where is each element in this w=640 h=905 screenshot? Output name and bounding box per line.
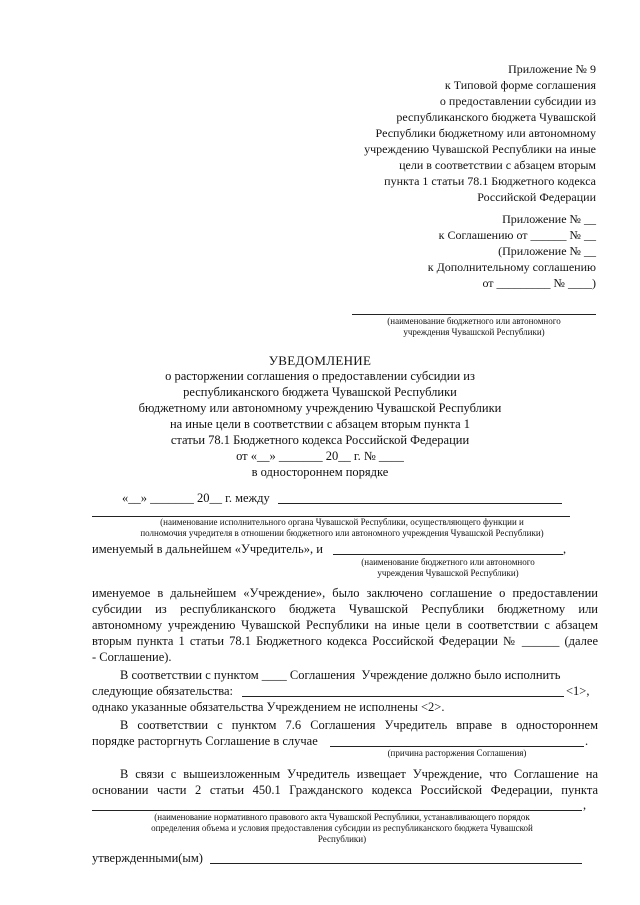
appendix-line: к Типовой форме соглашения xyxy=(444,78,596,92)
institution-name-line xyxy=(352,314,596,315)
para3-line1: В соответствии с пунктом 7.6 Соглашения Учредитель вправе в одностороннем xyxy=(120,718,598,732)
notice-line: республиканского бюджета Чувашской Республики xyxy=(183,385,457,399)
para1-line: субсидии из республиканского бюджета Чувашской Республики бюджетному или xyxy=(92,602,598,616)
agreement-line: (Приложение № __ xyxy=(498,244,596,258)
notice-line: статьи 78.1 Бюджетного кодекса Российской Федерации xyxy=(170,433,470,447)
para2-line2-right: <1>, xyxy=(566,684,590,698)
reason-caption: (причина расторжения Соглашения) xyxy=(387,748,527,758)
act-name-line xyxy=(92,810,582,811)
approved-blank xyxy=(210,863,582,864)
para3-line2-left: порядке расторгнуть Соглашение в случае xyxy=(92,734,318,748)
founder-caption: (наименование исполнительного органа Чувашской Республики, осуществляющего функции и полномочия учредителя в отношении бюджетного или автономного учреждения Чувашской Республики) xyxy=(140,517,544,538)
para2-line3: однако указанные обязательства Учреждением не исполнены <2>. xyxy=(92,700,445,714)
notice-line: бюджетному или автономному учреждению Чувашской Республики xyxy=(138,401,502,415)
appendix-line: о предоставлении субсидии из xyxy=(439,94,596,108)
notice-title: УВЕДОМЛЕНИЕ xyxy=(268,353,372,368)
notice-line: на иные цели в соответствии с абзацем вторым пункта 1 xyxy=(169,417,471,431)
act-caption: (наименование нормативного правового акта Чувашской Республики, устанавливающего порядок определения объема и условия предоставления субсидии из республиканского бюджета Чувашской Республики) xyxy=(151,812,533,844)
obligations-blank xyxy=(242,696,564,697)
agreement-line: от _________ № ____) xyxy=(482,276,596,290)
appendix-line: пункта 1 статьи 78.1 Бюджетного кодекса xyxy=(384,174,596,188)
para1-last: - Соглашение). xyxy=(92,650,172,664)
institution-caption: (наименование бюджетного или автономного учреждения Чувашской Республики) xyxy=(387,316,561,337)
para1-line: автономному учреждению Чувашской Республики на иные цели в соответствии с абзацем xyxy=(92,618,598,632)
approved-label: утвержденными(ым) xyxy=(92,851,203,865)
agreement-line: к Соглашению от ______ № __ xyxy=(438,228,596,242)
between-blank xyxy=(278,503,562,504)
appendix-line: Российской Федерации xyxy=(477,190,596,204)
institution-caption-2: (наименование бюджетного или автономного учреждения Чувашской Республики) xyxy=(361,557,535,578)
para4-line2: основании части 2 статьи 450.1 Гражданского кодекса Российской Федерации, пункта xyxy=(92,783,598,797)
comma2: , xyxy=(583,798,587,812)
para4-line1: В связи с вышеизложенным Учредитель извещает Учреждение, что Соглашение на xyxy=(120,767,598,781)
reason-blank xyxy=(330,746,584,747)
founder-named: именуемый в дальнейшем «Учредитель», и xyxy=(92,542,323,556)
notice-line: о расторжении соглашения о предоставлении субсидии из xyxy=(165,369,475,383)
comma: , xyxy=(563,542,567,556)
agreement-line: Приложение № __ xyxy=(502,212,596,226)
agreement-line: к Дополнительному соглашению xyxy=(427,260,596,274)
notice-line: от «__» _______ 20__ г. № ____ xyxy=(236,449,404,463)
para3-line2-right: . xyxy=(585,734,589,748)
para2-line2-left: следующие обязательства: xyxy=(92,684,234,698)
para1-line: именуемое в дальнейшем «Учреждение», было заключено соглашение о предоставлении xyxy=(92,586,598,600)
para2-line1: В соответствии с пунктом ____ Соглашения Учреждение должно было исполнить xyxy=(120,668,561,682)
para1-line: вторым пункта 1 статьи 78.1 Бюджетного кодекса Российской Федерации № ______ (далее xyxy=(92,634,598,648)
appendix-line: республиканского бюджета Чувашской xyxy=(396,110,596,124)
appendix-line: Приложение № 9 xyxy=(508,62,596,76)
appendix-line: цели в соответствии с абзацем вторым xyxy=(399,158,596,172)
appendix-line: учреждению Чувашской Республики на иные xyxy=(364,142,596,156)
notice-line: в одностороннем порядке xyxy=(251,465,389,479)
institution-blank xyxy=(333,554,563,555)
between-line: «__» _______ 20__ г. между xyxy=(122,491,270,505)
appendix-line: Республики бюджетному или автономному xyxy=(375,126,596,140)
